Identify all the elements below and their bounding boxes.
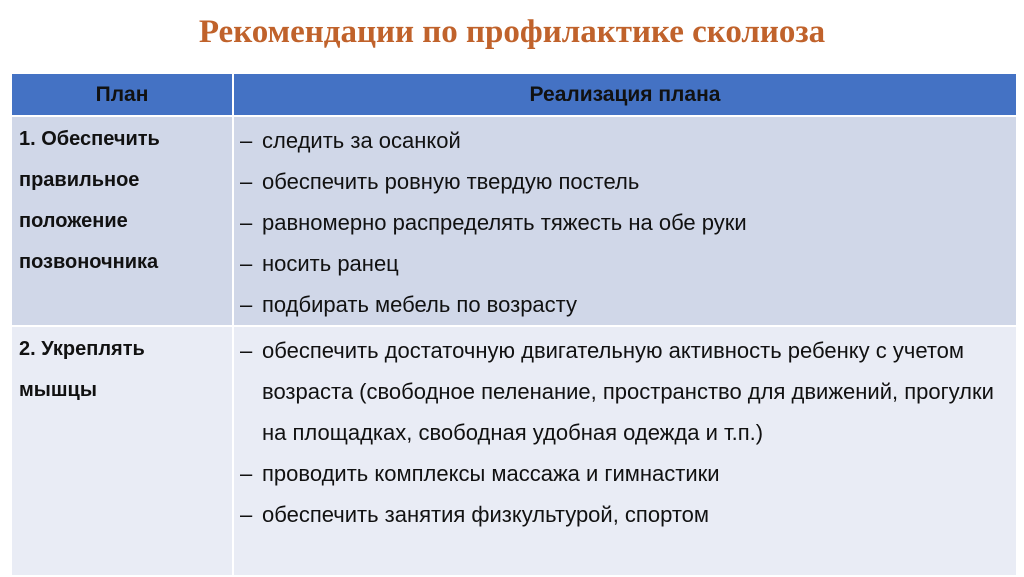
header-implementation: Реализация плана	[233, 73, 1017, 116]
dash-bullet: –	[240, 128, 253, 153]
dash-bullet: –	[240, 210, 253, 235]
list-item-text: обеспечить занятия физкультурой, спортом	[262, 502, 710, 527]
dash-bullet: –	[240, 251, 253, 276]
plan-cell: 1. Обеспечить правильное положение позвоночника	[11, 116, 233, 326]
implementation-list	[234, 327, 1016, 535]
list-item	[240, 453, 1006, 494]
recommendations-table	[10, 72, 1018, 577]
dash-bullet: –	[240, 292, 253, 317]
list-item	[240, 161, 1006, 202]
table-header-row	[11, 73, 1017, 116]
page-title: Рекомендации по профилактике сколиоза	[198, 14, 826, 50]
dash-bullet: –	[240, 169, 253, 194]
list-item-text: равномерно распределять тяжесть на обе руки	[262, 210, 747, 235]
list-item	[240, 202, 1006, 243]
list-item-text: обеспечить достаточную двигательную активность ребенку с учетом возраста (свободное пеленание, пространство для движений, прогулки на площадках, свободная удобная одежда и т.п.)	[262, 338, 994, 445]
implementation-list	[234, 117, 1016, 325]
plan-cell: 2. Укреплять мышцы	[11, 326, 233, 576]
table-row	[11, 116, 1017, 326]
list-item	[240, 494, 1006, 535]
list-item	[240, 120, 1006, 161]
list-item-text: носить ранец	[262, 251, 399, 276]
list-item	[240, 284, 1006, 325]
dash-bullet: –	[240, 502, 253, 527]
implementation-cell	[233, 116, 1017, 326]
list-item-text: обеспечить ровную твердую постель	[262, 169, 640, 194]
dash-bullet: –	[240, 461, 253, 486]
table-row	[11, 326, 1017, 576]
list-item	[240, 330, 1006, 453]
header-plan: План	[11, 73, 233, 116]
list-item-text: проводить комплексы массажа и гимнастики	[262, 461, 720, 486]
list-item-text: подбирать мебель по возрасту	[262, 292, 577, 317]
list-item	[240, 243, 1006, 284]
dash-bullet: –	[240, 338, 253, 363]
list-item-text: следить за осанкой	[262, 128, 461, 153]
implementation-cell	[233, 326, 1017, 576]
